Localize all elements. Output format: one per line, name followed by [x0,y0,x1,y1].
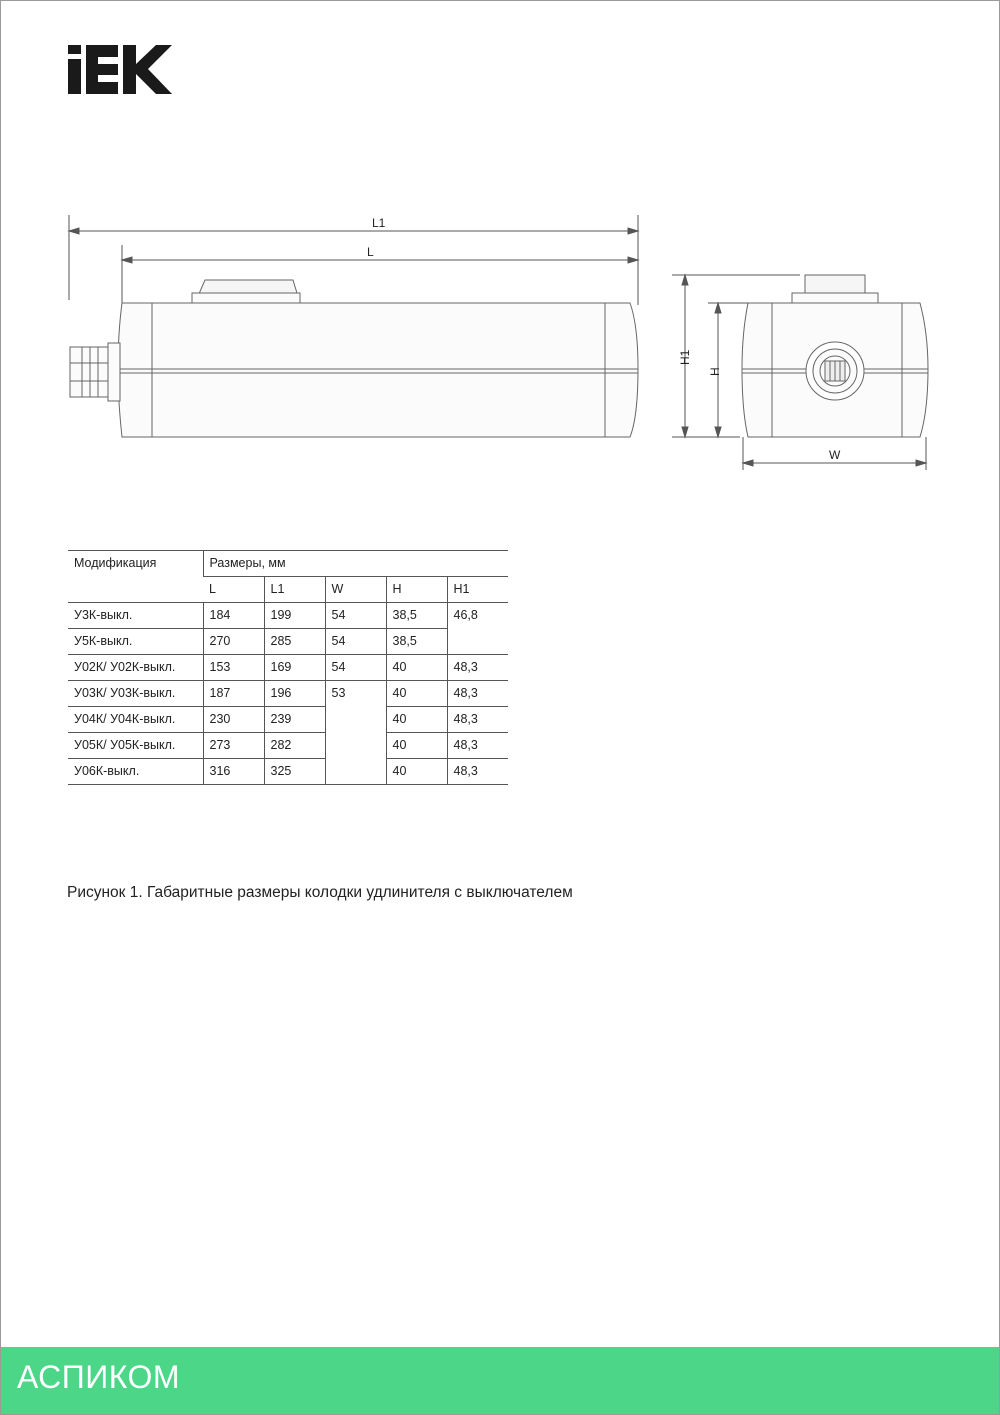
cell-l1: 199 [264,603,325,629]
cell-l1: 239 [264,707,325,733]
cell-l: 184 [203,603,264,629]
footer-brand: АСПИКОМ [17,1359,181,1395]
cell-h1: 48,3 [447,655,508,681]
cell-h1: 48,3 [447,733,508,759]
label-h: H [708,367,722,376]
cell-h1: 48,3 [447,759,508,785]
iek-logo [68,44,172,96]
cell-l: 270 [203,629,264,655]
label-w: W [829,448,841,462]
label-l: L [367,245,374,259]
cell-name: У02К/ У02К-выкл. [68,655,203,681]
cell-w: 54 [325,603,386,629]
table-row [68,759,508,785]
table-row [68,681,508,707]
cell-l1: 282 [264,733,325,759]
cell-h1: 48,3 [447,681,508,707]
dimensions-table [68,550,508,785]
cell-name: У03К/ У03К-выкл. [68,681,203,707]
cell-w: 54 [325,655,386,681]
table-row [68,603,508,629]
cell-l1: 325 [264,759,325,785]
figure-caption: Рисунок 1. Габаритные размеры колодки удлинителя с выключателем [67,884,573,901]
table-row [68,707,508,733]
cell-name: У04К/ У04К-выкл. [68,707,203,733]
label-l1: L1 [372,216,386,230]
header-modification: Модификация [68,551,203,603]
column-header: W [325,577,386,603]
cell-h: 38,5 [386,603,447,629]
cell-w: 54 [325,629,386,655]
label-h1: H1 [678,349,692,365]
cell-l1: 169 [264,655,325,681]
cell-h: 40 [386,707,447,733]
cell-name: У3К-выкл. [68,603,203,629]
cell-h1: 48,3 [447,707,508,733]
cell-l: 273 [203,733,264,759]
header-sizes: Размеры, мм [203,551,508,577]
cell-name: У5К-выкл. [68,629,203,655]
dimension-drawing [60,205,940,480]
cell-l: 230 [203,707,264,733]
cell-l1: 196 [264,681,325,707]
column-header: L [203,577,264,603]
cell-l: 187 [203,681,264,707]
table-row [68,655,508,681]
cell-name: У06К-выкл. [68,759,203,785]
cell-l: 153 [203,655,264,681]
cell-h: 38,5 [386,629,447,655]
cell-l: 316 [203,759,264,785]
cell-name: У05К/ У05К-выкл. [68,733,203,759]
cell-h: 40 [386,655,447,681]
table-row [68,733,508,759]
footer-banner [1,1347,999,1414]
column-header: L1 [264,577,325,603]
cell-l1: 285 [264,629,325,655]
column-header: H [386,577,447,603]
cell-h: 40 [386,759,447,785]
cell-h1: 46,8 [447,603,508,655]
column-header: H1 [447,577,508,603]
cell-h: 40 [386,681,447,707]
cell-w: 53 [325,681,386,785]
cell-h: 40 [386,733,447,759]
table-row [68,629,508,655]
